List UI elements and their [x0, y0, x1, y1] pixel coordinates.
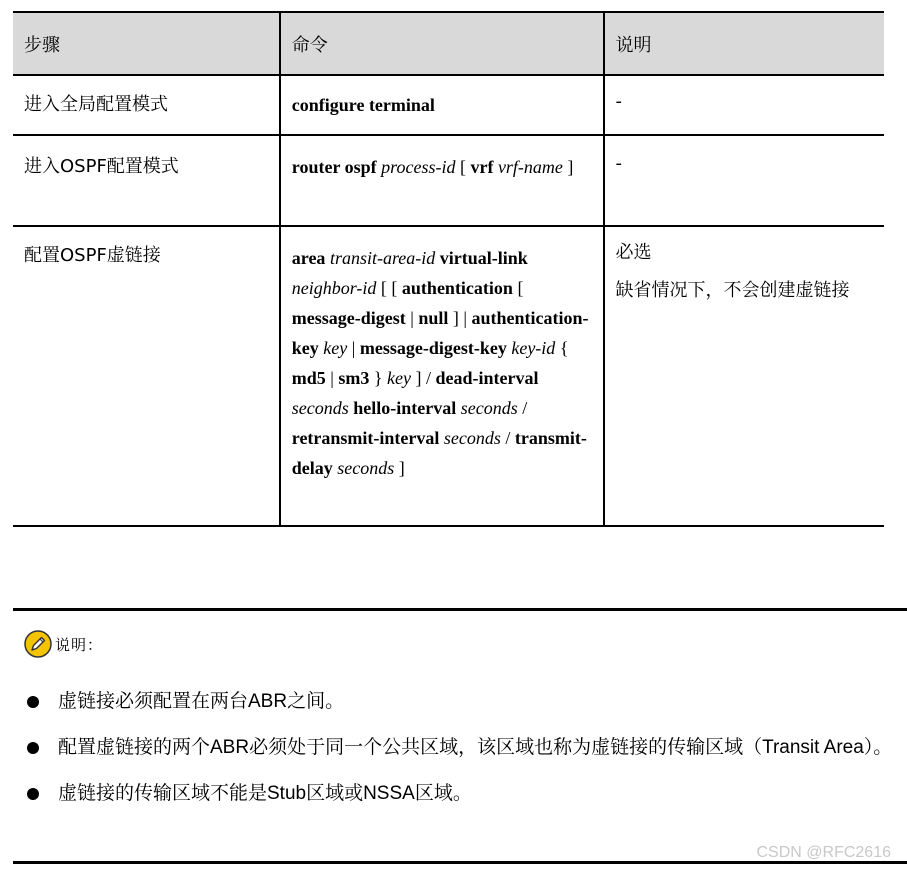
command-keyword: configure terminal [291, 95, 435, 115]
command-parameter: seconds [291, 398, 349, 418]
command-keyword: md5 [291, 368, 326, 388]
bullet-text: 虚链接必须配置在两台ABR之间。 [58, 691, 345, 712]
command-keyword: message-digest [291, 308, 406, 328]
list-item [25, 686, 905, 717]
command-syntax: [ [455, 157, 471, 177]
command-table [13, 11, 884, 527]
description-cell [604, 226, 885, 526]
command-parameter: transit-area-id [329, 248, 436, 268]
command-keyword: null [418, 308, 449, 328]
command-syntax: ] [562, 157, 574, 177]
table-row [13, 75, 884, 135]
command-syntax: ] [394, 458, 405, 478]
command-syntax: ] / [411, 368, 436, 388]
pencil-note-icon [23, 629, 53, 659]
description-line: - [615, 153, 622, 174]
command-cell [280, 226, 604, 526]
command-syntax: | [325, 368, 339, 388]
bullet-icon [27, 742, 39, 754]
command-parameter: key-id [511, 338, 556, 358]
command-syntax: / [500, 428, 515, 448]
description-line: 缺省情况下，不会创建虚链接 [615, 280, 850, 301]
command-syntax: | [405, 308, 419, 328]
command-syntax: ] | [448, 308, 472, 328]
command-keyword: authentication-key [291, 308, 589, 358]
command-keyword: virtual-link [435, 248, 528, 268]
table-row [13, 135, 884, 226]
bullet-text: 配置虚链接的两个ABR必须处于同一个公共区域，该区域也称为虚链接的传输区域（Transit Area）。 [58, 737, 893, 758]
command-parameter: key [387, 368, 412, 388]
header-command: 命令 [280, 12, 604, 75]
command-parameter: seconds [460, 398, 518, 418]
step-cell: 进入全局配置模式 [13, 75, 280, 135]
step-cell: 配置OSPF虚链接 [13, 226, 280, 526]
note-title: 说明： [55, 635, 104, 654]
note-box [13, 608, 907, 864]
table-header-row [13, 12, 884, 75]
command-keyword: transmit-delay [291, 428, 587, 478]
command-keyword: area [291, 248, 330, 268]
list-item [25, 778, 905, 809]
watermark: CSDN @RFC2616 [756, 844, 891, 861]
command-syntax: [ [ [376, 278, 402, 298]
command-syntax: / [517, 398, 528, 418]
command-cell [280, 75, 604, 135]
command-parameter: seconds [337, 458, 395, 478]
command-parameter: seconds [443, 428, 501, 448]
command-keyword: sm3 [338, 368, 370, 388]
list-item [25, 732, 905, 763]
command-parameter: vrf-name [497, 157, 563, 177]
command-parameter: key [323, 338, 348, 358]
description-cell [604, 135, 885, 226]
command-syntax: | [347, 338, 360, 358]
command-keyword: message-digest-key [359, 338, 512, 358]
table-row [13, 226, 884, 526]
header-step: 步骤 [13, 12, 280, 75]
command-cell [280, 135, 604, 226]
command-keyword: dead-interval [435, 368, 539, 388]
command-keyword: router ospf [291, 157, 382, 177]
description-line: 必选 [615, 242, 652, 263]
bullet-text: 虚链接的传输区域不能是Stub区域或NSSA区域。 [58, 783, 472, 804]
command-parameter: neighbor-id [291, 278, 377, 298]
command-keyword: vrf [470, 157, 498, 177]
command-syntax: [ [512, 278, 524, 298]
bullet-icon [27, 696, 39, 708]
note-bullet-list [25, 686, 905, 824]
note-header [23, 629, 103, 659]
step-cell: 进入OSPF配置模式 [13, 135, 280, 226]
command-syntax: { [555, 338, 569, 358]
header-description: 说明 [604, 12, 885, 75]
description-cell [604, 75, 885, 135]
command-parameter: process-id [381, 157, 456, 177]
command-keyword: retransmit-interval [291, 428, 444, 448]
command-syntax: } [369, 368, 388, 388]
command-keyword: authentication [401, 278, 513, 298]
bullet-icon [27, 788, 39, 800]
description-line: - [615, 91, 622, 112]
command-keyword: hello-interval [348, 398, 461, 418]
